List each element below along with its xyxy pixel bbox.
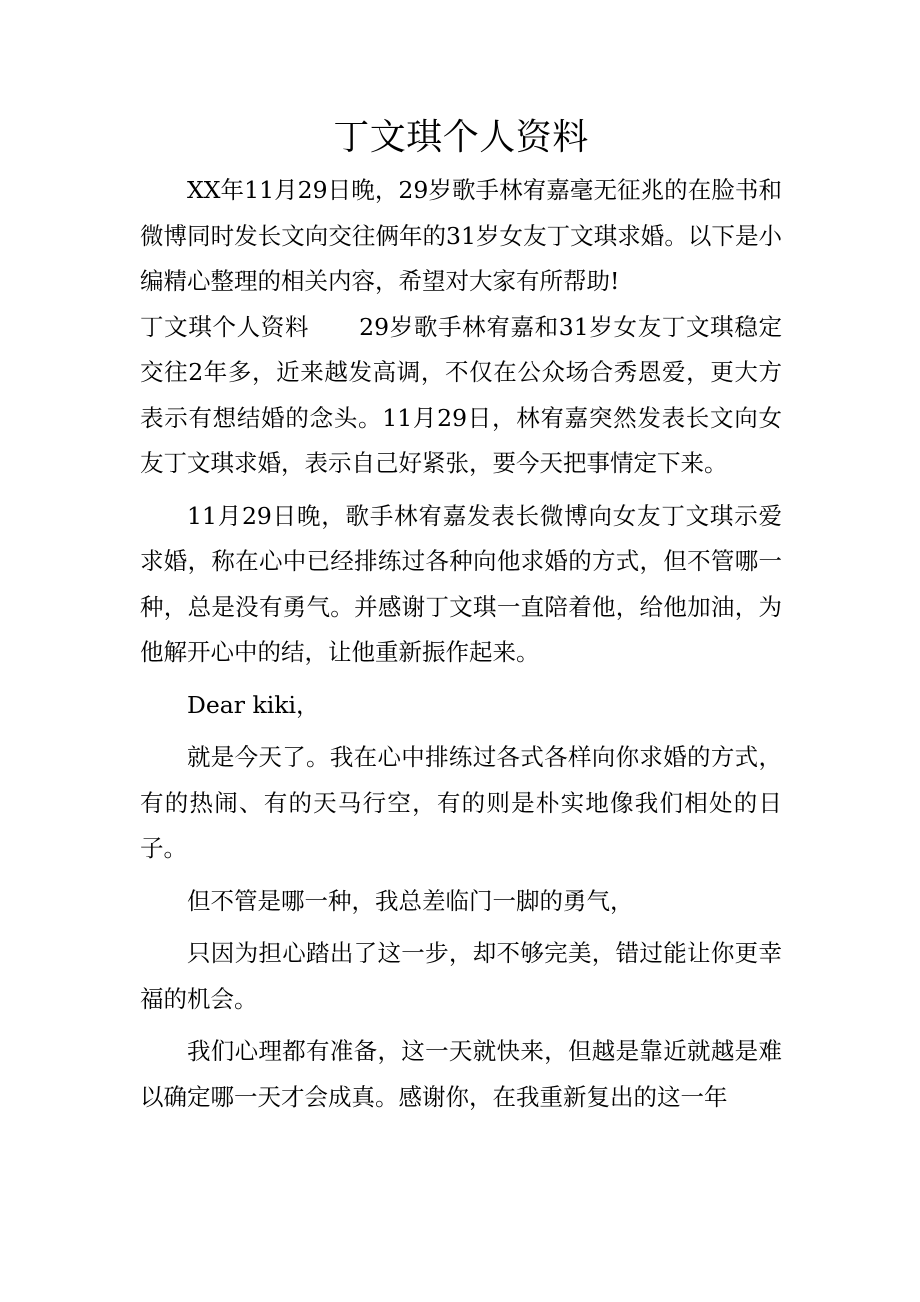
document-page (140, 108, 782, 1120)
document-body (140, 168, 782, 1120)
paragraph-weibo: 11月29日晚，歌手林宥嘉发表长微博向女友丁文琪示爱求婚，称在心中已经排练过各种向他求婚的方式，但不管哪一种，总是没有勇气。并感谢丁文琪一直陪着他，给他加油，为他解开心中的结，让他重新振作起来。 (140, 501, 782, 666)
profile-text: 29岁歌手林宥嘉和31岁女友丁文琪稳定交往2年多，近来越发高调，不仅在公众场合秀恩爱，更大方表示有想结婚的念头。11月29日，林宥嘉突然发表长文向女友丁文琪求婚，表示自己好紧张，要今天把事情定下来。 (140, 312, 782, 477)
profile-heading: 丁文琪个人资料 (140, 312, 310, 341)
paragraph-intro: XX年11月29日晚，29岁歌手林宥嘉毫无征兆的在脸书和微博同时发长文向交往俩年的31岁女友丁文琪求婚。以下是小编精心整理的相关内容，希望对大家有所帮助! (140, 176, 782, 295)
document-title: 丁文琪个人资料 (333, 117, 589, 158)
paragraph-profile (140, 305, 782, 487)
paragraph-letter-4: 我们心理都有准备，这一天就快来，但越是靠近就越是难以确定哪一天才会成真。感谢你，在我重新复出的这一年 (140, 1037, 782, 1111)
paragraph-salutation: Dear kiki， (187, 690, 320, 719)
paragraph-letter-2: 但不管是哪一种，我总差临门一脚的勇气， (187, 886, 634, 915)
paragraph-letter-3: 只因为担心踏出了这一步，却不够完美，错过能让你更幸福的机会。 (140, 939, 782, 1013)
paragraph-letter-1: 就是今天了。我在心中排练过各式各样向你求婚的方式，有的热闹、有的天马行空，有的则是朴实地像我们相处的日子。 (140, 743, 782, 862)
